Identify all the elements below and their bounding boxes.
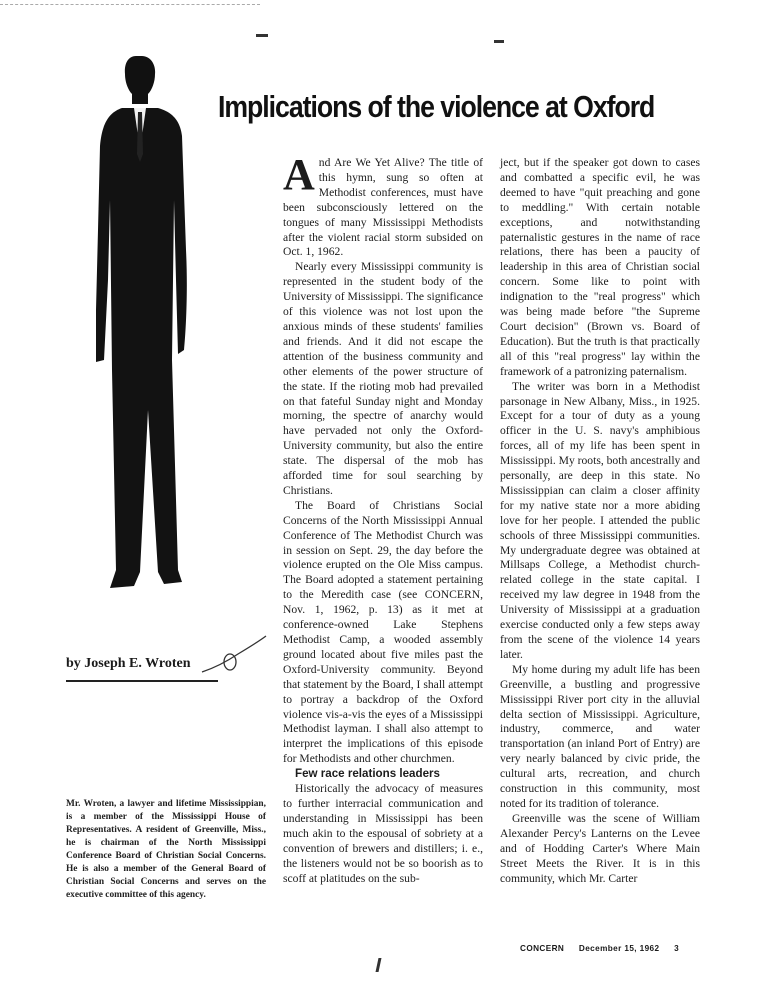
scan-mark: [376, 958, 382, 972]
paragraph: Nearly every Mississippi community is represented in the student body of the University of Mississippi. The significance of this violence was not lost upon the anxious minds of these students' families and friends. And it did not escape the attention of the business community and other elements of the power structure of the state. If the rioting mob had prevailed on that fateful Sunday night and Monday morning, the spectre of anarchy would have pervaded not only the Oxford-University community, but also the entire state. The dispersal of the mob has afforded time for soul searching by Christians.: [283, 260, 483, 497]
paragraph: My home during my adult life has been Greenville, a bustling and progressive Mississippi River port city in the alluvial delta section of Mississippi. Agriculture, industry, commerce, and water transportation (an inland Port of Entry) are very nearly balanced by civic pride, the cultural arts, recreation, and church construction in this community, most noted for its tradition of tolerance.: [500, 662, 700, 810]
paragraph: And Are We Yet Alive? The title of this hymn, sung so often at Methodist conferences, must have been subconsciously lettered on the tongues of many Mississippi Methodists after the violent racial storm subsided on Oct. 1, 1962.: [283, 150, 483, 259]
scan-border-mark: [0, 4, 260, 5]
byline: by Joseph E. Wroten: [66, 656, 191, 671]
paragraph: Greenville was the scene of William Alexander Percy's Lanterns on the Levee and of Hodding Carter's Where Main Street Meets the River. It is in this community, which Mr. Carter: [500, 811, 700, 885]
article-column-1: [283, 150, 483, 886]
man-silhouette-illustration: [82, 50, 202, 590]
drop-cap: A: [283, 150, 315, 199]
magazine-name: CONCERN: [520, 944, 565, 953]
paragraph: The Board of Christians Social Concerns of the North Mississippi Annual Conference of The Methodist Church was in session on Sept. 29, the day before the violence erupted on the Ole Miss campus. The Board adopted a statement pertaining to the Meredith case (see CONCERN, Nov. 1, 1962, p. 13) as it met at conference-owned Lake Stephens Methodist Camp, a wooded assembly ground located about five miles past the Oxford-University community. Beyond that statement by the Board, I shall attempt to portray a backdrop of the Oxford violence vis-a-vis the eyes of a Mississippi Methodist layman. I shall also attempt to interpret the implications of this episode for Methodists and other churchmen.: [283, 498, 483, 766]
section-subhead: Few race relations leaders: [295, 767, 440, 781]
issue-date: December 15, 1962: [578, 944, 660, 953]
paragraph: The writer was born in a Methodist parsonage in New Albany, Miss., in 1925. Except for a tour of duty as a young officer in the U. S. navy's amphibious forces, all of my life has been spent in Mississippi. My roots, both ancestrally and personally, are deep in this state. No Mississippian can claim a closer affinity for my native state nor a more abiding love for her people. I attended the public schools of three Mississippi communities. My undergraduate degree was obtained at Millsaps College, a Methodist church-related college in the state capital. I received my law degree in 1948 from the University of Mississippi at a graduation exercise conducted only a few steps away from the scene of the violence 14 years later.: [500, 379, 700, 661]
byline-rule: [66, 680, 218, 682]
article-column-2: [500, 156, 700, 886]
handwritten-mark: [200, 628, 270, 688]
scan-speck: [256, 34, 268, 37]
author-bio: Mr. Wroten, a lawyer and lifetime Mississippian, is a member of the Mississippi House of Representatives. A resident of Greenville, Miss., he is chairman of the North Mississippi Conference Board of Christian Social Concerns. He is also a member of the General Board of Christian Social Concerns and serves on the executive committee of this agency.: [66, 799, 266, 900]
article-headline: Implications of the violence at Oxford: [218, 88, 655, 124]
scan-speck: [494, 40, 504, 43]
page-number: 3: [674, 944, 680, 953]
paragraph: ject, but if the speaker got down to cases and combatted a specific evil, he was deemed to have "quit preaching and gone to meddling." With certain notable exceptions, and notwithstanding paternalistic gestures in the name of race relations, there has been a paucity of leadership in this area of Christian social concern. Some like to point with indignation to the "real progress" which was being made before "the Supreme Court decision" (Brown vs. Board of Education). But the truth is that practically all of this "real progress" lay within the framework of a patronizing paternalism.: [500, 156, 700, 378]
page-footer: [520, 944, 691, 953]
paragraph: Historically the advocacy of measures to further interracial communication and understanding in Mississippi has been much akin to the espousal of sobriety at a convention of brewers and distillers; i. e., the listeners would not be so boorish as to scoff at platitudes on the sub-: [283, 782, 483, 885]
